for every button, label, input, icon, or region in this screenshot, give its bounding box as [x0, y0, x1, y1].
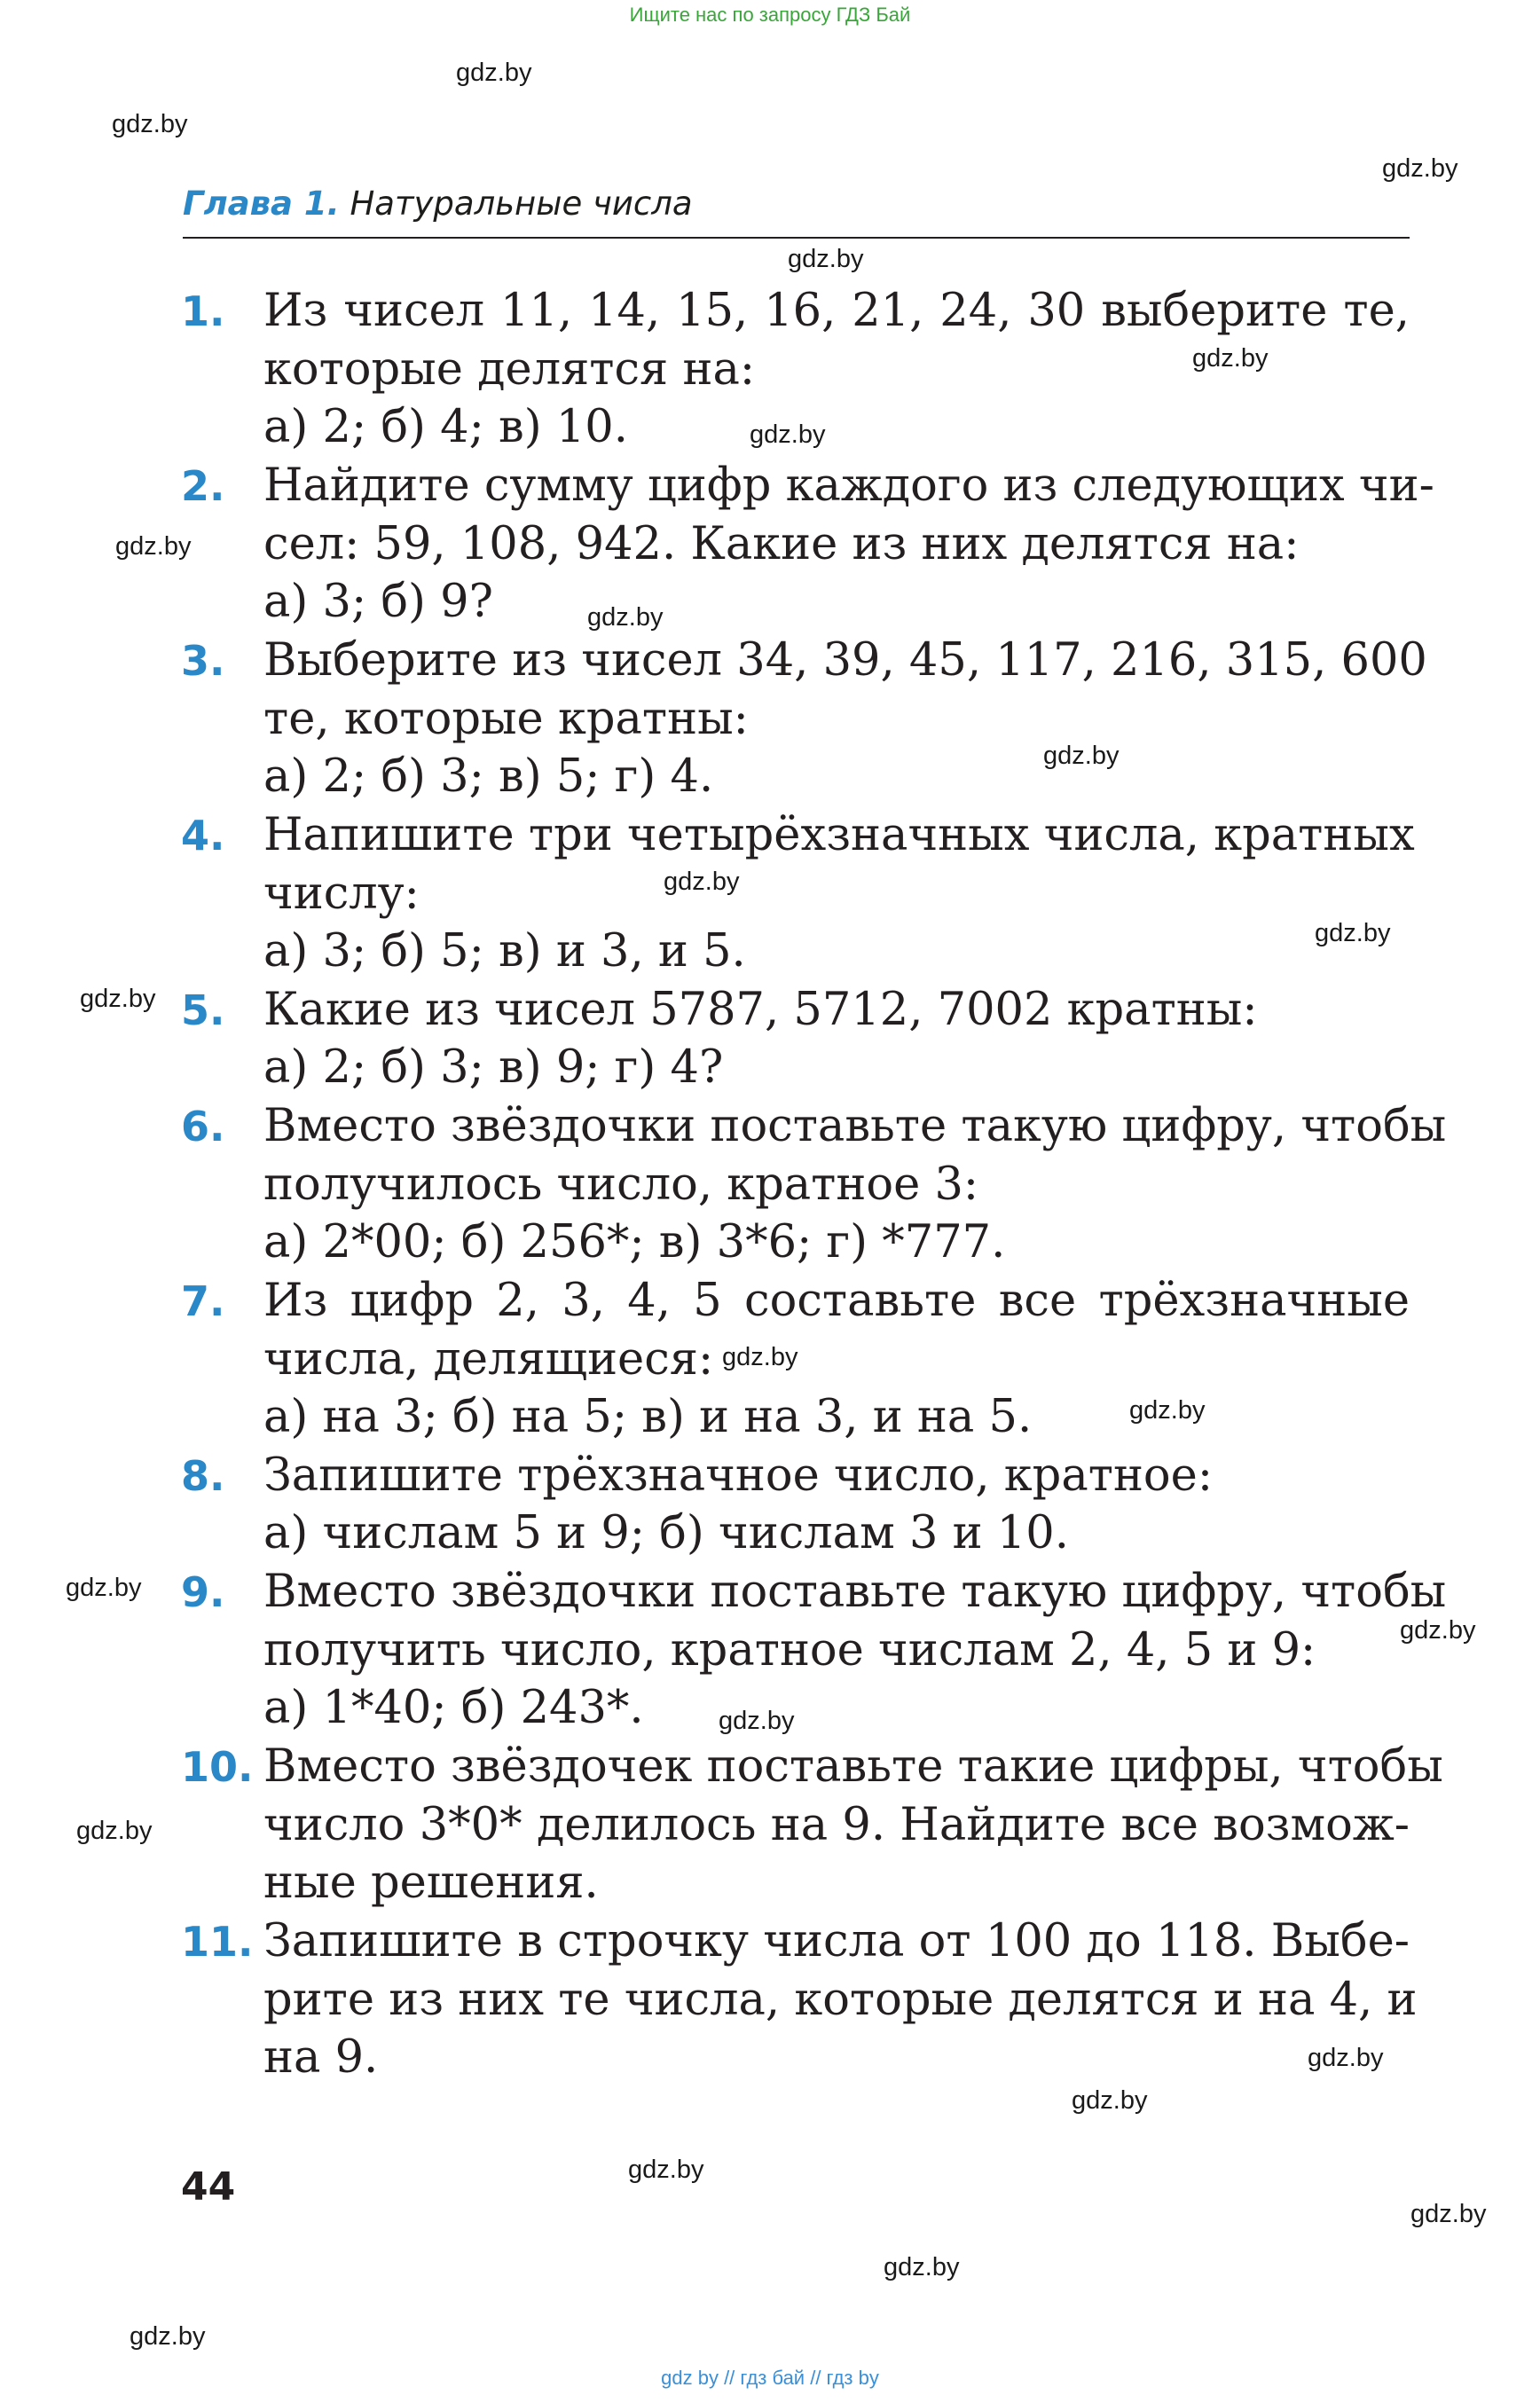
watermark: gdz.by — [1043, 742, 1120, 770]
problem-text-line: рите из них те числа, которые делятся и на 4, и — [263, 1974, 1418, 2026]
problem-text-line: числу: — [263, 868, 420, 920]
problem-text-line: ные решения. — [263, 1857, 599, 1909]
problem-text-line: Найдите сумму цифр каждого из следующих чи- — [263, 459, 1434, 512]
problem-text-line: Выберите из чисел 34, 39, 45, 117, 216, 315, 600 — [263, 634, 1427, 687]
watermark: gdz.by — [1192, 344, 1269, 373]
watermark: gdz.by — [587, 603, 664, 632]
heading-divider — [183, 237, 1410, 239]
problem-options: а) 2; б) 3; в) 9; г) 4? — [263, 1041, 724, 1094]
chapter-heading — [183, 185, 693, 223]
chapter-label: Глава 1. — [183, 185, 340, 223]
watermark: gdz.by — [130, 2322, 206, 2351]
watermark: gdz.by — [456, 59, 532, 87]
problem-text-line: Напишите три четырёхзначных числа, кратных — [263, 809, 1415, 861]
watermark: gdz.by — [112, 110, 188, 138]
problem-options: а) числам 5 и 9; б) числам 3 и 10. — [263, 1507, 1069, 1559]
watermark: gdz.by — [1072, 2086, 1148, 2115]
problem-options: а) 2; б) 3; в) 5; г) 4. — [263, 750, 714, 803]
problem-text-line: на 9. — [263, 2031, 379, 2084]
problem-number: 3. — [181, 637, 225, 685]
watermark: gdz.by — [1129, 1396, 1206, 1425]
watermark: gdz.by — [66, 1574, 142, 1602]
problem-text-line: Из чисел 11, 14, 15, 16, 21, 24, 30 выберите те, — [263, 285, 1410, 337]
problem-options: а) на 3; б) на 5; в) и на 3, и на 5. — [263, 1391, 1033, 1443]
watermark: gdz.by — [719, 1707, 795, 1735]
problem-text-line: получилось число, кратное 3: — [263, 1158, 979, 1211]
bottom-banner: gdz by // гдз бай // гдз by — [661, 2367, 879, 2389]
watermark: gdz.by — [80, 985, 156, 1013]
problem-text-line: Запишите трёхзначное число, кратное: — [263, 1449, 1214, 1502]
problem-options: а) 3; б) 9? — [263, 576, 493, 628]
problem-number: 5. — [181, 986, 225, 1034]
problem-text-line: которые делятся на: — [263, 343, 756, 396]
watermark: gdz.by — [1382, 154, 1458, 183]
problem-text-line: получить число, кратное числам 2, 4, 5 и 9: — [263, 1624, 1316, 1677]
problem-text-line: числа, делящиеся: — [263, 1333, 714, 1386]
problem-number: 10. — [181, 1743, 254, 1791]
watermark: gdz.by — [115, 532, 192, 561]
watermark: gdz.by — [1400, 1616, 1476, 1645]
problem-number: 9. — [181, 1568, 225, 1616]
problem-number: 6. — [181, 1103, 225, 1150]
watermark: gdz.by — [722, 1343, 798, 1371]
watermark: gdz.by — [628, 2156, 704, 2184]
problem-text-line: те, которые кратны: — [263, 693, 749, 745]
problem-text-line: Из цифр 2, 3, 4, 5 составьте все трёхзначные — [263, 1275, 1410, 1327]
watermark: gdz.by — [884, 2253, 960, 2281]
problem-number: 4. — [181, 812, 225, 860]
problem-options: а) 2*00; б) 256*; в) 3*6; г) *777. — [263, 1216, 1006, 1268]
problem-number: 11. — [181, 1918, 254, 1966]
problem-text-line: сел: 59, 108, 942. Какие из них делятся на: — [263, 518, 1300, 570]
problem-text-line: Вместо звёздочки поставьте такую цифру, чтобы — [263, 1100, 1447, 1152]
problem-options: а) 2; б) 4; в) 10. — [263, 401, 628, 453]
page-number: 44 — [181, 2164, 236, 2210]
problem-text-line: число 3*0* делилось на 9. Найдите все возмож- — [263, 1799, 1410, 1851]
problem-number: 7. — [181, 1277, 225, 1325]
watermark: gdz.by — [1410, 2200, 1487, 2228]
problem-number: 2. — [181, 462, 225, 510]
problem-number: 8. — [181, 1452, 225, 1500]
problem-text-line: Запишите в строчку числа от 100 до 118. Выбе- — [263, 1915, 1410, 1967]
watermark: gdz.by — [76, 1817, 153, 1845]
watermark: gdz.by — [788, 245, 864, 273]
problem-text-line: Какие из чисел 5787, 5712, 7002 кратны: — [263, 984, 1258, 1036]
chapter-title: Натуральные числа — [350, 185, 693, 223]
problem-number: 1. — [181, 287, 225, 335]
problem-options: а) 1*40; б) 243*. — [263, 1682, 644, 1734]
watermark: gdz.by — [750, 420, 826, 449]
watermark: gdz.by — [1308, 2044, 1384, 2072]
problem-text-line: Вместо звёздочек поставьте такие цифры, чтобы — [263, 1740, 1443, 1793]
problem-text-line: Вместо звёздочки поставьте такую цифру, чтобы — [263, 1566, 1447, 1618]
problem-options: а) 3; б) 5; в) и 3, и 5. — [263, 925, 746, 978]
top-banner: Ищите нас по запросу ГДЗ Бай — [629, 4, 911, 26]
watermark: gdz.by — [664, 868, 740, 896]
watermark: gdz.by — [1315, 919, 1391, 947]
